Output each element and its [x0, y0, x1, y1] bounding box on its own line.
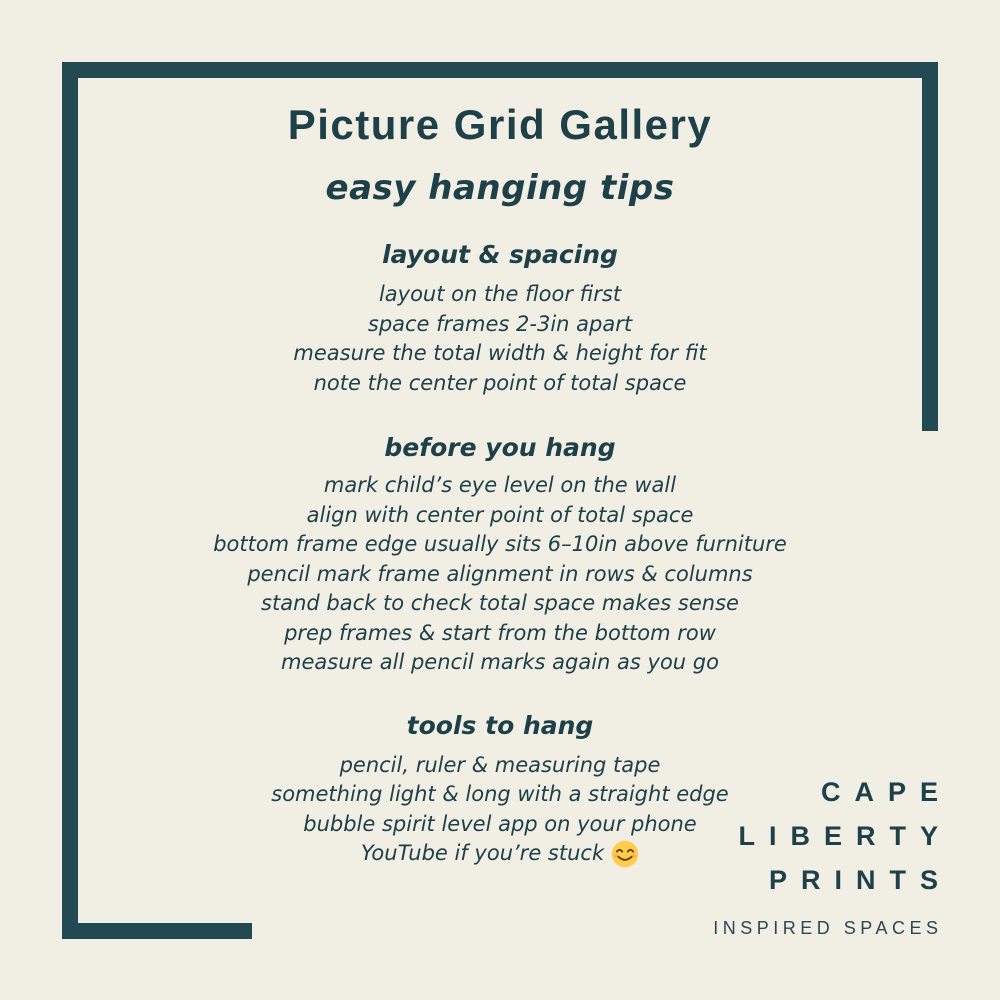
brand-name-line-1: CAPE	[820, 777, 952, 807]
section-heading-layout-spacing: layout & spacing	[382, 240, 618, 269]
tip-line: measure all pencil marks again as you go	[281, 650, 719, 674]
brand-tagline: INSPIRED SPACES	[713, 918, 943, 938]
tip-line: stand back to check total space makes sense	[261, 591, 739, 615]
section-heading-tools-to-hang: tools to hang	[406, 710, 594, 740]
frame-border-bottom	[62, 923, 252, 939]
tip-line: align with center point of total space	[306, 502, 694, 527]
tip-line: mark child’s eye level on the wall	[323, 473, 677, 497]
brand-block	[713, 770, 952, 940]
tip-line: layout on the floor first	[378, 282, 622, 306]
tip-line: bubble spirit level app on your phone	[303, 811, 697, 836]
tip-line: space frames 2-3in apart	[367, 311, 633, 336]
tips-list-layout-spacing	[100, 280, 900, 398]
frame-border-left	[62, 62, 78, 939]
smiling-face-emoji	[611, 840, 639, 868]
page-title: Picture Grid Gallery	[287, 101, 713, 148]
section-before-you-hang	[100, 432, 900, 678]
tip-line: pencil, ruler & measuring tape	[339, 752, 661, 777]
page-subtitle: easy hanging tips	[325, 168, 675, 208]
poster-content	[100, 0, 900, 869]
section-heading-before-you-hang: before you hang	[384, 433, 616, 462]
tip-line: bottom frame edge usually sits 6–10in above furniture	[213, 532, 787, 556]
tip-line: something light & long with a straight edge	[271, 782, 729, 806]
brand-name-line-3: PRINTS	[768, 865, 952, 895]
tip-line: measure the total width & height for fit	[293, 341, 707, 365]
brand-name-line-2: LIBERTY	[738, 821, 952, 851]
tips-list-before-you-hang	[100, 471, 900, 678]
section-layout-spacing	[100, 239, 900, 398]
tip-line: pencil mark frame alignment in rows & columns	[247, 561, 753, 586]
frame-border-right	[922, 62, 938, 431]
tip-line: note the center point of total space	[313, 370, 687, 395]
tip-line: YouTube if you’re stuck	[360, 841, 605, 865]
tip-line: prep frames & start from the bottom row	[284, 620, 716, 645]
